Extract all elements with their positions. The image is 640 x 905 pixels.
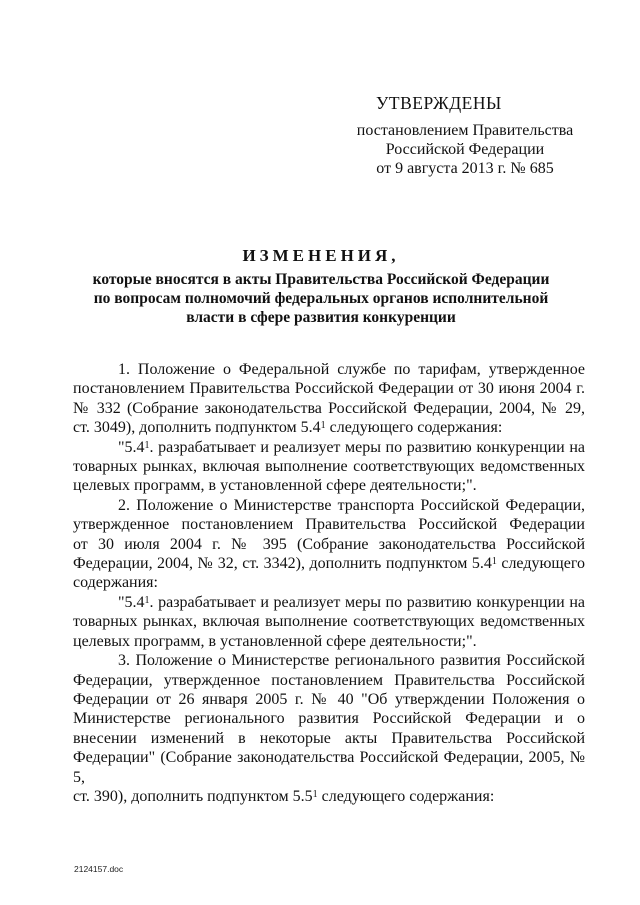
item-1-line-4-text: ст. 3049), дополнить подпунктом 5.4	[73, 419, 321, 437]
item-2-line-1: 2. Положение о Министерстве транспорта Российской Федерации,	[118, 496, 585, 514]
item-2-ref-tail: следующего	[496, 555, 586, 573]
item-1-ref-sup: 1	[320, 420, 326, 432]
item-1-line-2: постановлением Правительства Российской Федерации от 30 июня 2004 г.	[73, 380, 585, 398]
item-2	[73, 496, 585, 651]
item-2-quote-line-2: товарных рынках, включая выполнение соответствующих ведомственных	[73, 613, 585, 631]
approval-heading: УТВЕРЖДЕНЫ	[376, 93, 502, 113]
item-2-line-4-text: Федерации, 2004, № 32, ст. 3342), дополнить подпунктом 5.4	[73, 555, 492, 573]
document-body	[73, 360, 585, 806]
approval-line-3: от 9 августа 2013 г. № 685	[376, 160, 554, 177]
item-3-line-7-text: ст. 390), дополнить подпунктом 5.5	[73, 787, 313, 805]
item-2-ref-sup: 1	[491, 556, 497, 568]
item-1-ref-tail: следующего содержания:	[325, 419, 503, 437]
item-1-line-1: 1. Положение о Федеральной службе по тарифам, утвержденное	[118, 361, 585, 378]
item-2-line-3: от 30 июля 2004 г. № 395 (Собрание законодательства Российской	[73, 535, 585, 553]
item-3-ref-tail: следующего содержания:	[317, 787, 495, 805]
item-1-line-3: № 332 (Собрание законодательства Российской Федерации, 2004, № 29,	[73, 399, 585, 417]
item-1-quote-line-3: целевых программ, в установленной сфере деятельности;".	[73, 477, 477, 495]
item-1-line-4	[73, 418, 585, 437]
item-1-quote-line-2: товарных рынках, включая выполнение соответствующих ведомственных	[73, 458, 585, 476]
item-3-line-5: внесении изменений в некоторые акты Правительства Российской	[73, 729, 585, 747]
item-3-line-1: 3. Положение о Министерстве регионального развития Российской	[118, 652, 585, 670]
item-1-quote-line-1	[73, 438, 585, 457]
item-2-quote-line-1	[73, 593, 585, 612]
item-3-line-3: Федерации от 26 января 2005 г. № 40 "Об утверждении Положения о	[73, 690, 585, 708]
item-3-line-2: Федерации, утвержденное постановлением Правительства Российской	[73, 671, 585, 689]
item-2-quote-line-3: целевых программ, в установленной сфере деятельности;".	[73, 632, 477, 650]
title-main: ИЗМЕНЕНИЯ,	[242, 246, 400, 265]
item-2-quote-start: "5.4	[118, 593, 145, 611]
item-3-line-4: Министерстве регионального развития Российской Федерации и о	[73, 710, 585, 728]
item-2-line-5: содержания:	[73, 574, 158, 592]
title-sub-3: власти в сфере развития конкуренции	[186, 309, 456, 326]
approval-stamp	[340, 94, 590, 178]
approval-line-2: Российской Федерации	[385, 141, 545, 158]
item-1-quote-sup: 1	[144, 439, 150, 451]
item-2-quote-text-1: . разрабатывает и реализует меры по развитию конкуренции на	[149, 593, 585, 611]
item-2-quote-sup: 1	[144, 594, 150, 606]
item-3-ref-sup: 1	[312, 788, 318, 800]
document-title	[60, 246, 582, 327]
item-3-line-6: Федерации" (Собрание законодательства Российской Федерации, 2005, № 5,	[73, 749, 585, 786]
item-1-quote-start: "5.4	[118, 438, 145, 456]
item-3	[73, 651, 585, 806]
approval-line-1: постановлением Правительства	[356, 122, 574, 139]
item-1-quote-text-1: . разрабатывает и реализует меры по развитию конкуренции на	[149, 438, 585, 456]
title-sub-2: по вопросам полномочий федеральных органов исполнительной	[93, 290, 549, 307]
item-1	[73, 360, 585, 496]
title-sub-1: которые вносятся в акты Правительства Российской Федерации	[92, 271, 550, 288]
item-3-line-7	[73, 787, 585, 806]
item-2-line-2: утвержденное постановлением Правительства Российской Федерации	[73, 516, 585, 534]
file-name-footer: 2124157.doc	[74, 864, 124, 874]
item-2-line-4	[73, 554, 585, 573]
